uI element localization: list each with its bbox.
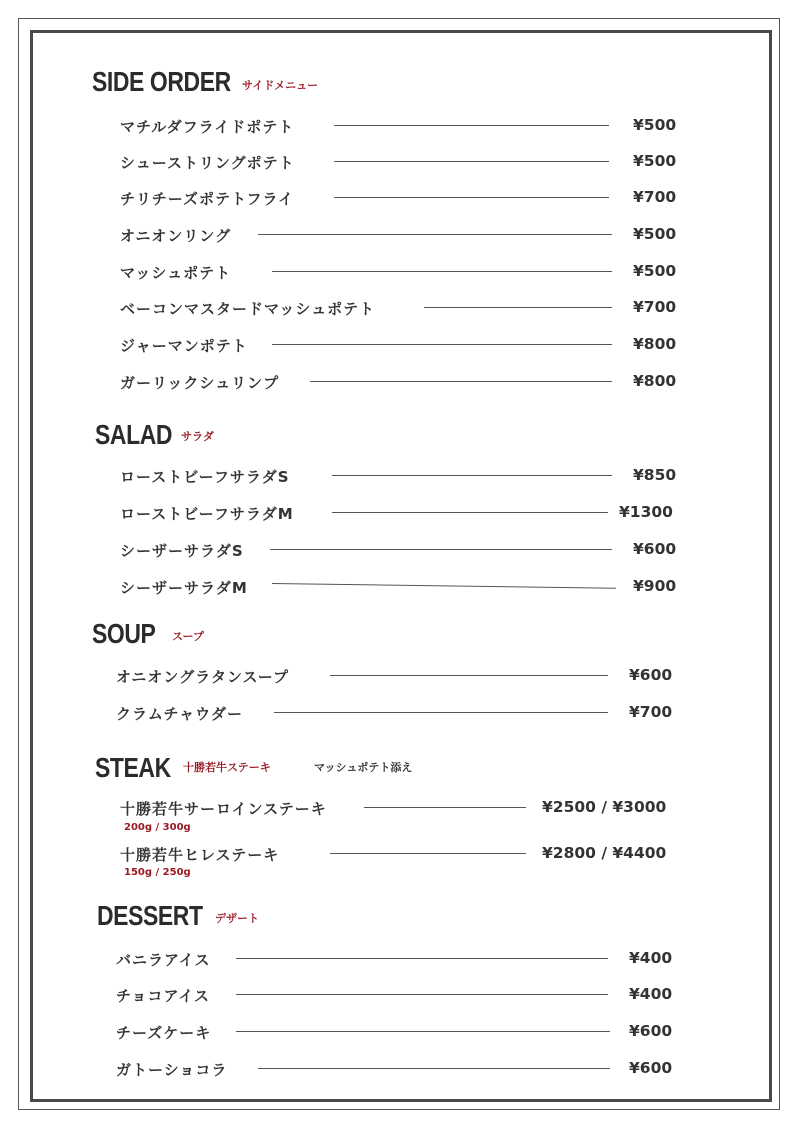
- leader-line: [332, 475, 612, 476]
- menu-item-price: ¥600: [629, 1059, 673, 1077]
- menu-item-price: ¥600: [629, 1022, 673, 1040]
- section-title-dessert: DESSERT: [97, 900, 203, 931]
- menu-item-name: ガトーショコラ: [116, 1061, 228, 1079]
- menu-item-price: ¥1300: [619, 503, 673, 521]
- menu-item-price: ¥400: [629, 949, 673, 967]
- menu-item-price: ¥500: [633, 225, 677, 243]
- menu-item-price: ¥900: [633, 577, 677, 595]
- leader-line: [334, 161, 609, 162]
- menu-item-price: ¥2500 / ¥3000: [542, 798, 667, 816]
- menu-item-name: オニオンリング: [120, 227, 232, 245]
- menu-item-name: ガーリックシュリンプ: [120, 374, 280, 392]
- menu-item-name: オニオングラタンスープ: [116, 668, 290, 686]
- menu-item-name: 十勝若牛ヒレステーキ: [120, 846, 280, 864]
- menu-item-price: ¥2800 / ¥4400: [542, 844, 667, 862]
- leader-line: [364, 807, 526, 808]
- menu-item-weight: 150g / 250g: [124, 867, 191, 878]
- leader-line: [270, 549, 612, 550]
- menu-item-price: ¥500: [633, 116, 677, 134]
- section-title-side-order: SIDE ORDER: [92, 66, 231, 97]
- menu-item-price: ¥500: [633, 262, 677, 280]
- section-title-soup: SOUP: [92, 618, 156, 649]
- leader-line: [332, 512, 608, 513]
- section-subtitle-steak: 十勝若牛ステーキ: [183, 761, 271, 774]
- menu-item-price: ¥800: [633, 335, 677, 353]
- menu-item-name: クラムチャウダー: [116, 705, 243, 723]
- menu-item-price: ¥700: [633, 298, 677, 316]
- section-subtitle-side-order: サイドメニュー: [242, 79, 319, 92]
- menu-item-price: ¥700: [629, 703, 673, 721]
- leader-line: [310, 381, 612, 382]
- section-subtitle-dessert: デザート: [215, 912, 259, 925]
- menu-item-name: シューストリングポテト: [120, 154, 295, 172]
- leader-line: [274, 712, 608, 713]
- menu-item-name: 十勝若牛サーロインステーキ: [120, 800, 327, 818]
- menu-item-name: シーザーサラダS: [120, 542, 244, 560]
- menu-item-name: チリチーズポテトフライ: [120, 190, 295, 208]
- menu-item-name: チョコアイス: [116, 987, 211, 1005]
- leader-line: [272, 344, 612, 345]
- leader-line: [334, 125, 609, 126]
- menu-item-price: ¥850: [633, 466, 677, 484]
- menu-item-price: ¥600: [629, 666, 673, 684]
- leader-line: [258, 234, 612, 235]
- leader-line: [258, 1068, 610, 1069]
- menu-item-name: ジャーマンポテト: [120, 337, 248, 355]
- leader-line: [424, 307, 612, 308]
- section-subtitle-salad: サラダ: [181, 430, 214, 443]
- menu-item-price: ¥700: [633, 188, 677, 206]
- leader-line: [330, 853, 526, 854]
- section-note-steak: マッシュポテト添え: [314, 761, 413, 774]
- menu-item-name: チーズケーキ: [116, 1024, 212, 1042]
- menu-item-name: ベーコンマスタードマッシュポテト: [120, 300, 376, 318]
- menu-item-price: ¥500: [633, 152, 677, 170]
- section-subtitle-soup: スープ: [172, 630, 204, 643]
- menu-item-name: マチルダフライドポテト: [120, 118, 295, 136]
- leader-line: [236, 958, 608, 959]
- menu-item-name: ローストビーフサラダS: [120, 468, 290, 486]
- leader-line: [236, 1031, 610, 1032]
- section-title-salad: SALAD: [95, 419, 173, 450]
- menu-item-price: ¥600: [633, 540, 677, 558]
- menu-item-weight: 200g / 300g: [124, 822, 191, 833]
- section-title-steak: STEAK: [95, 752, 171, 783]
- menu-item-name: シーザーサラダM: [120, 579, 248, 597]
- menu-item-price: ¥400: [629, 985, 673, 1003]
- menu-item-price: ¥800: [633, 372, 677, 390]
- menu-item-name: マッシュポテト: [120, 264, 232, 282]
- leader-line: [330, 675, 608, 676]
- leader-line: [272, 271, 612, 272]
- menu-item-name: バニラアイス: [116, 951, 211, 969]
- menu-item-name: ローストビーフサラダM: [120, 505, 294, 523]
- leader-line: [236, 994, 608, 995]
- leader-line: [334, 197, 609, 198]
